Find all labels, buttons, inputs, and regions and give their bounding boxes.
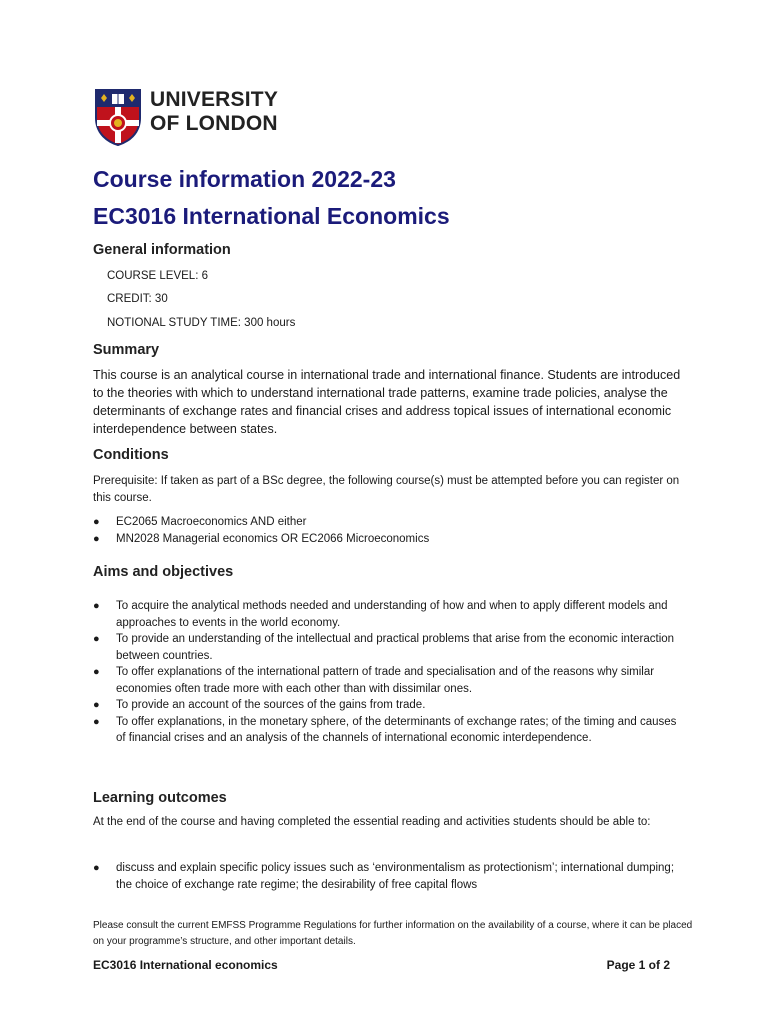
notional-study-time: NOTIONAL STUDY TIME: 300 hours xyxy=(107,317,296,329)
course-title: EC3016 International Economics xyxy=(93,203,450,229)
credit: CREDIT: 30 xyxy=(107,293,168,305)
list-item-text: To provide an understanding of the intellectual and practical problems that arise from the economic interaction between countries. xyxy=(116,633,675,662)
bullet-icon: ● xyxy=(93,699,100,711)
learning-outcomes-heading: Learning outcomes xyxy=(93,790,227,806)
university-logo xyxy=(94,88,294,148)
bullet-icon: ● xyxy=(93,516,100,528)
aims-heading: Aims and objectives xyxy=(93,564,234,580)
conditions-list xyxy=(93,514,683,547)
bullet-icon: ● xyxy=(93,862,100,874)
list-item xyxy=(93,631,683,664)
logo-line-2: OF LONDON xyxy=(150,112,278,135)
outcomes-list xyxy=(93,860,683,893)
footer-note: Please consult the current EMFSS Programme Regulations for further information on the availability of a course, where it can be placed on your programme’s structure, and other important details. xyxy=(93,920,693,947)
page-title: Course information 2022-23 xyxy=(93,166,396,192)
conditions-heading: Conditions xyxy=(93,447,169,463)
page-number: Page 1 of 2 xyxy=(606,958,670,972)
list-item-text: MN2028 Managerial economics OR EC2066 Microeconomics xyxy=(116,532,430,545)
list-item xyxy=(93,598,683,631)
bullet-icon: ● xyxy=(93,532,100,545)
list-item-text: To acquire the analytical methods needed and understanding of how and when to apply different models and approaches to events in the world economy. xyxy=(116,600,668,629)
outcomes-intro: At the end of the course and having completed the essential reading and activities students should be able to: xyxy=(93,816,651,828)
list-item xyxy=(93,714,683,747)
wordmark xyxy=(150,88,278,136)
list-item xyxy=(93,697,683,714)
bullet-icon: ● xyxy=(93,666,100,678)
list-item xyxy=(93,531,683,548)
list-item xyxy=(93,664,683,697)
list-item xyxy=(93,514,683,531)
summary-heading: Summary xyxy=(93,342,160,358)
bullet-icon: ● xyxy=(93,600,100,612)
course-level: COURSE LEVEL: 6 xyxy=(107,270,208,282)
prerequisite-text: Prerequisite: If taken as part of a BSc degree, the following course(s) must be attempted before you can register on this course. xyxy=(93,475,680,504)
list-item xyxy=(93,860,683,893)
bullet-icon: ● xyxy=(93,715,100,728)
crest-icon xyxy=(94,88,142,146)
aims-list xyxy=(93,598,683,747)
list-item-text: To offer explanations of the international pattern of trade and specialisation and of the reasons why similar economies often trade more with each other than with dissimilar ones. xyxy=(116,666,655,695)
general-information-heading: General information xyxy=(93,242,231,258)
summary-text: This course is an analytical course in international trade and international finance. Students are introduced to the theories with which to understand international trade patterns, examine trade policies, analyse the determinants of exchange rates and financial crises and address topical issues of international economic interdependence between states. xyxy=(93,368,681,436)
bullet-icon: ● xyxy=(93,633,100,645)
list-item-text: To provide an account of the sources of the gains from trade. xyxy=(116,699,426,711)
list-item-text: To offer explanations, in the monetary sphere, of the determinants of exchange rates; of the timing and causes of financial crises and an analysis of the channels of international economic interdependence. xyxy=(116,715,677,744)
list-item-text: discuss and explain specific policy issues such as ‘environmentalism as protectionism’; international dumping; the choice of exchange rate regime; the desirability of free capital flows xyxy=(116,862,675,891)
list-item-text: EC2065 Macroeconomics AND either xyxy=(116,516,307,528)
logo-line-1: UNIVERSITY xyxy=(150,88,279,111)
footer-course-name: EC3016 International economics xyxy=(93,958,278,972)
